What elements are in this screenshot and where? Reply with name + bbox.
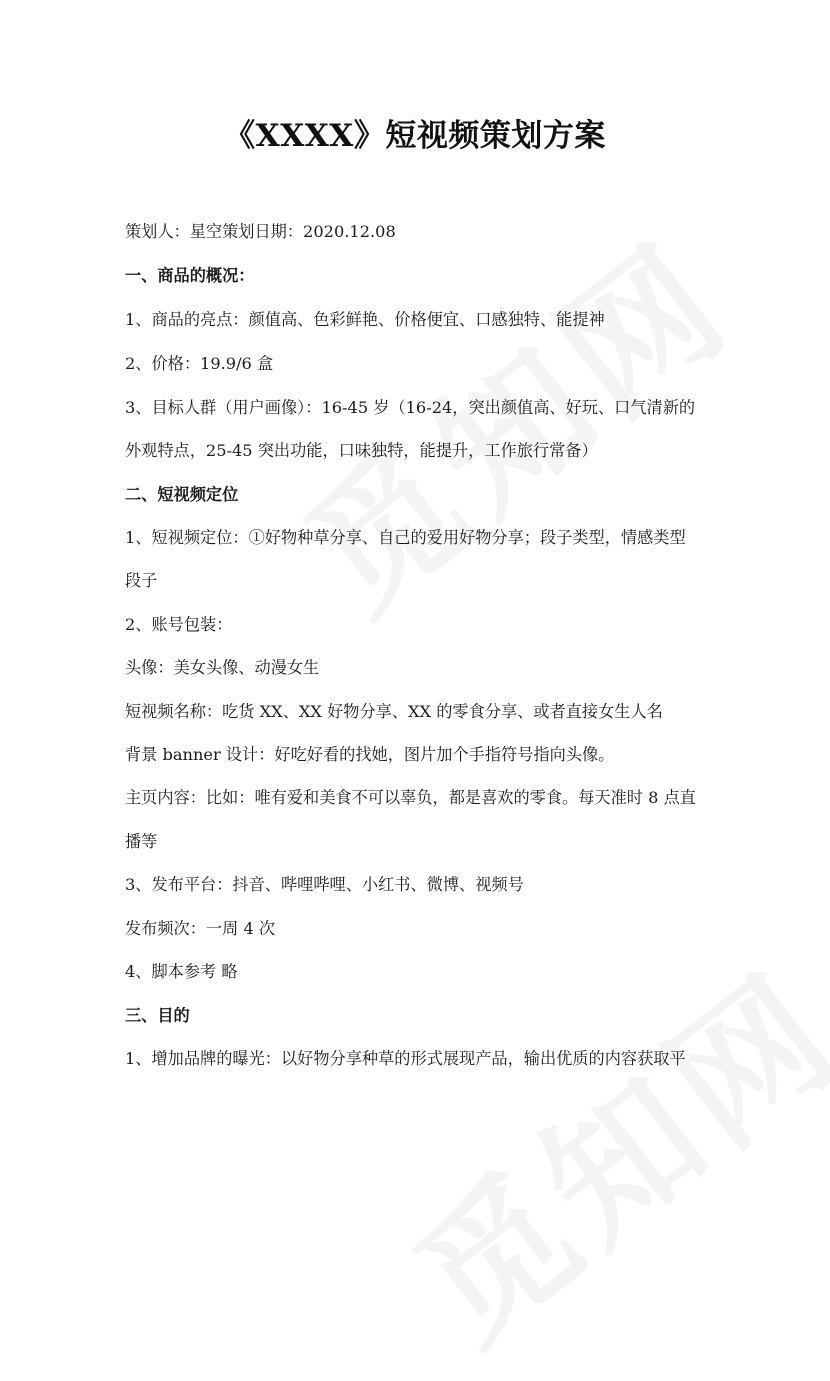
paragraph-positioning-cont: 段子 xyxy=(125,571,158,590)
paragraph-target-audience: 3、目标人群（用户画像）：16-45 岁（16-24，突出颜值高、好玩、口气清新的 xyxy=(125,398,696,417)
paragraph-banner: 背景 banner 设计：好吃好看的找她，图片加个手指符号指向头像。 xyxy=(125,745,615,764)
paragraph-positioning: 1、短视频定位：①好物种草分享、自己的爱用好物分享；段子类型，情感类型 xyxy=(125,528,686,547)
author-date-line: 策划人：星空策划日期：2020.12.08 xyxy=(125,222,396,241)
paragraph-avatar: 头像：美女头像、动漫女生 xyxy=(125,658,320,677)
paragraph-video-name: 短视频名称：吃货 XX、XX 好物分享、XX 的零食分享、或者直接女生人名 xyxy=(125,702,663,721)
paragraph-brand-exposure: 1、增加品牌的曝光：以好物分享种草的形式展现产品，输出优质的内容获取平 xyxy=(125,1049,686,1068)
paragraph-homepage: 主页内容：比如：唯有爱和美食不可以辜负，都是喜欢的零食。每天准时 8 点直 xyxy=(125,788,696,807)
paragraph-platforms: 3、发布平台：抖音、哔哩哔哩、小红书、微博、视频号 xyxy=(125,875,524,894)
paragraph-highlights: 1、商品的亮点：颜值高、色彩鲜艳、价格便宜、口感独特、能提神 xyxy=(125,310,605,329)
section-heading-purpose: 三、目的 xyxy=(125,1006,190,1025)
paragraph-frequency: 发布频次：一周 4 次 xyxy=(125,919,276,938)
document-title: 《XXXX》短视频策划方案 xyxy=(224,118,606,154)
paragraph-price: 2、价格：19.9/6 盒 xyxy=(125,354,274,373)
paragraph-target-audience-cont: 外观特点，25-45 突出功能，口味独特，能提升，工作旅行常备） xyxy=(125,441,598,460)
watermark xyxy=(364,915,830,1381)
section-heading-overview: 一、商品的概况： xyxy=(125,266,255,285)
paragraph-account-packaging: 2、账号包装： xyxy=(125,615,233,634)
paragraph-script: 4、脚本参考 略 xyxy=(125,962,238,981)
paragraph-homepage-cont: 播等 xyxy=(125,832,158,851)
section-heading-positioning: 二、短视频定位 xyxy=(125,485,239,504)
